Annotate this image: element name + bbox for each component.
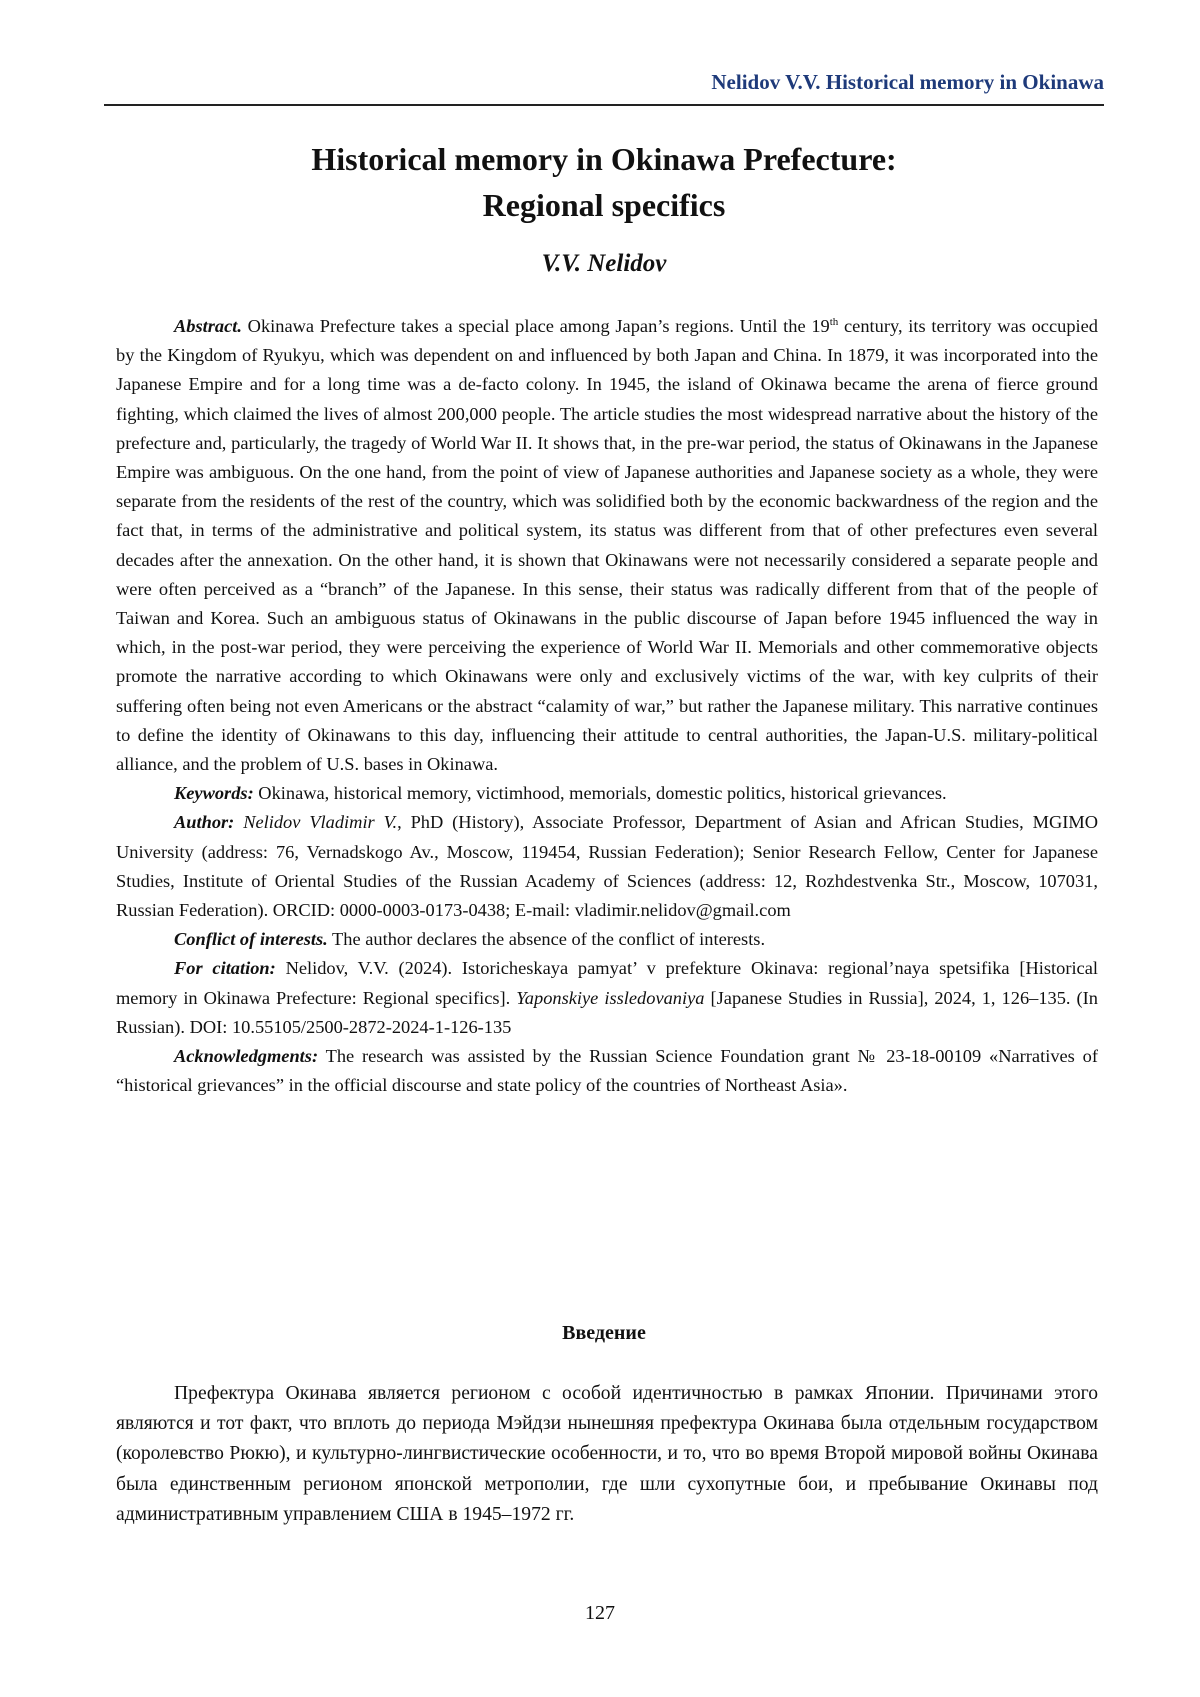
title-line-2: Regional specifics — [482, 187, 726, 223]
section-heading: Введение — [562, 1322, 646, 1344]
keywords-text: Okinawa, historical memory, victimhood, memorials, domestic politics, historical grievances. — [253, 783, 947, 804]
author-info-paragraph — [116, 808, 1098, 925]
running-head: Nelidov V.V. Historical memory in Okinawa — [711, 70, 1104, 94]
citation-text-2: [Japanese Studies in Russia], 2024, 1, 126–135. (In Russian). DOI: 10.55105/2500-2872-2024-1-126-135 — [116, 987, 1098, 1037]
acknowledgments-label: Acknowledgments: — [174, 1046, 319, 1067]
intro-paragraph: Префектура Окинава является регионом с особой идентичностью в рамках Японии. Причинами этого являются и тот факт, что вплоть до периода Мэйдзи нынешняя префектура Окинава была отдельным государством (королевство Рюкю), и культурно-лингвистические особенности, и то, что во время Второй мировой войны Окинава была единственным регионом японской метрополии, где шли сухопутные бои, и пребывание Окинавы под административным управлением США в 1945–1972 гг. — [116, 1383, 1098, 1525]
abstract-label: Abstract. — [174, 316, 242, 336]
abstract-block — [116, 312, 1098, 1100]
acknowledgments-text: The research was assisted by the Russian Science Foundation grant № 23-18-00109 «Narratives of “historical grievances” in the official discourse and state policy of the countries of Northeast Asia». — [116, 1046, 1098, 1096]
author-info-name: Nelidov Vladimir V. — [234, 812, 398, 833]
page-number: 127 — [585, 1602, 615, 1624]
keywords-label: Keywords: — [174, 783, 254, 804]
conflict-text: The author declares the absence of the conflict of interests. — [327, 929, 766, 950]
conflict-paragraph — [116, 925, 1098, 954]
citation-paragraph — [116, 954, 1098, 1042]
citation-journal: Yaponskiye issledovaniya — [516, 987, 705, 1008]
keywords-paragraph — [116, 779, 1098, 808]
conflict-label: Conflict of interests. — [174, 929, 328, 950]
article-title — [104, 136, 1104, 228]
abstract-text-1: Okinawa Prefecture takes a special place among Japan’s regions. Until the 19 — [241, 316, 830, 336]
citation-label: For citation: — [174, 958, 276, 979]
title-line-1: Historical memory in Okinawa Prefecture: — [311, 141, 897, 177]
author-info-label: Author: — [174, 812, 235, 833]
superscript-th: th — [829, 315, 839, 328]
abstract-paragraph — [116, 312, 1098, 779]
header-rule — [104, 104, 1104, 106]
author-info-text: , PhD (History), Associate Professor, Department of Asian and African Studies, MGIMO University (address: 76, Vernadskogo Av., Moscow, 119454, Russian Federation); Senior Research Fellow, Center for Japanese Studies, Institute of Oriental Studies of the Russian Academy of Sciences (address: 12, Rozhdestvenka Str., Moscow, 107031, Russian Federation). ORCID: 0000-0003-0173-0438; E-mail: vladimir.nelidov@gmail.com — [116, 812, 1098, 921]
citation-text-1: Nelidov, V.V. (2024). Istoricheskaya pamyat’ v prefekture Okinava: regional’naya spetsifika [Historical memory in Okinawa Prefecture: Regional specifics]. — [116, 958, 1098, 1008]
abstract-text-2: century, its territory was occupied by the Kingdom of Ryukyu, which was dependent on and influenced by both Japan and China. In 1879, it was incorporated into the Japanese Empire and for a long time was a de-facto colony. In 1945, the island of Okinawa became the arena of fierce ground fighting, which claimed the lives of almost 200,000 people. The article studies the most widespread narrative about the history of the prefecture and, particularly, the tragedy of World War II. It shows that, in the pre-war period, the status of Okinawans in the Japanese Empire was ambiguous. On the one hand, from the point of view of Japanese authorities and Japanese society as a whole, they were separate from the residents of the rest of the country, which was solidified both by the economic backwardness of the region and the fact that, in terms of the administrative and political system, its status was different from that of other prefectures even several decades after the annexation. On the other hand, it is shown that Okinawans were not necessarily considered a separate people and were often perceived as a “branch” of the Japanese. In this sense, their status was radically different from that of the people of Taiwan and Korea. Such an ambiguous status of Okinawans in the public discourse of Japan before 1945 influenced the way in which, in the post-war period, they were perceiving the experience of World War II. Memorials and other commemorative objects promote the narrative according to which Okinawans were only and exclusively victims of the war, with key culprits of their suffering often being not even Americans or the abstract “calamity of war,” but rather the Japanese military. This narrative continues to define the identity of Okinawans to this day, influencing their attitude to central authorities, the Japan-U.S. military-political alliance, and the problem of U.S. bases in Okinawa. — [116, 316, 1098, 775]
author-byline: V.V. Nelidov — [541, 250, 667, 277]
acknowledgments-paragraph — [116, 1042, 1098, 1100]
